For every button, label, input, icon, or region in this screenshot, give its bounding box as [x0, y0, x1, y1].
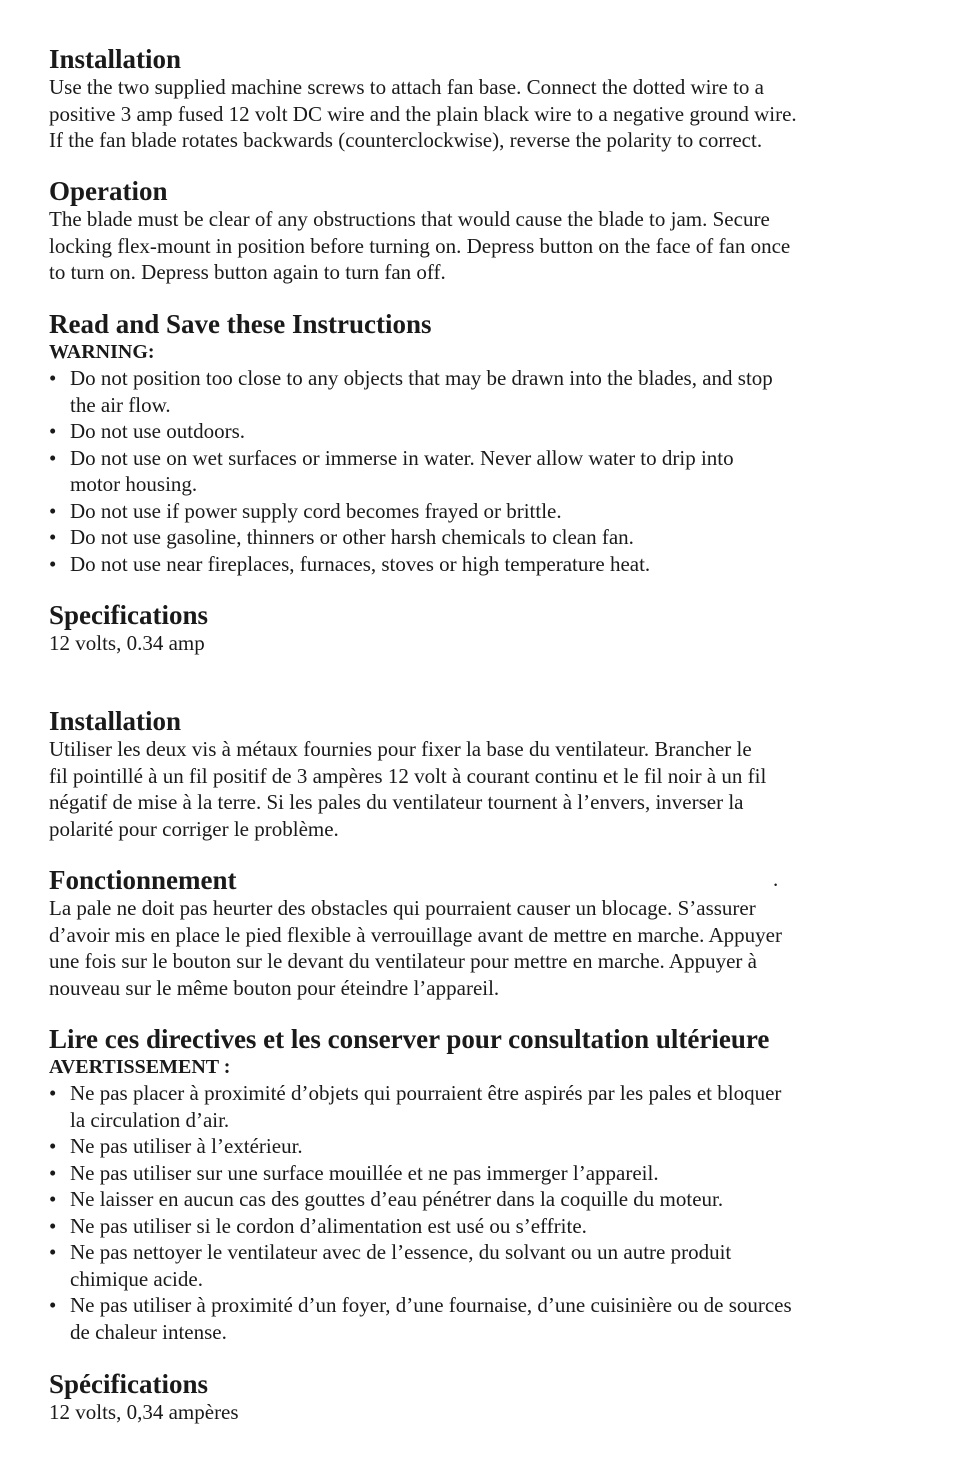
spec-value: 12 volts, 0.34 amp — [49, 631, 205, 655]
text-line: une fois sur le bouton sur le devant du ventilateur pour mettre en marche. Appuyer à — [49, 949, 757, 973]
text-line: fil pointillé à un fil positif de 3 ampères 12 volt à courant continu et le fil noir à un fil — [49, 763, 767, 788]
list-item: • Do not use outdoors. — [49, 419, 245, 443]
bullet-mark: • — [49, 419, 57, 443]
list-item: • Ne pas utiliser à l’extérieur. — [49, 1134, 303, 1158]
en-instructions-section — [49, 309, 919, 577]
section-heading: Operation — [49, 176, 168, 206]
list-item: • Ne pas utiliser si le cordon d’alimentation est usé ou s’effrite. — [49, 1213, 587, 1238]
section-heading: Installation — [49, 44, 182, 74]
spec-value: 12 volts, 0,34 ampères — [49, 1400, 239, 1424]
section-body — [49, 895, 919, 1001]
section-heading: Fonctionnement — [49, 865, 237, 895]
warning-list — [49, 365, 919, 577]
bullet-mark: • — [49, 1293, 57, 1317]
bullet-mark: • — [49, 498, 57, 523]
en-operation-section — [49, 176, 919, 286]
text-line: La pale ne doit pas heurter des obstacles qui pourraient causer un blocage. S’assurer — [49, 896, 756, 920]
list-item: • Ne pas utiliser sur une surface mouillée et ne pas immerger l’appareil. — [49, 1160, 659, 1185]
text-line: Utiliser les deux vis à métaux fournies pour fixer la base du ventilateur. Brancher le — [49, 737, 752, 761]
text-line: nouveau sur le même bouton pour éteindre l’appareil. — [49, 975, 500, 1000]
section-body — [49, 206, 919, 286]
text-line: polarité pour corriger le problème. — [49, 816, 339, 841]
section-heading: Installation — [49, 706, 182, 736]
fr-installation-section — [49, 706, 919, 842]
list-item: • Do not use on wet surfaces or immerse in water. Never allow water to drip into motor housing. — [49, 445, 734, 496]
fr-specifications-section — [49, 1369, 919, 1426]
bullet-mark: • — [49, 1081, 57, 1105]
warning-label: AVERTISSEMENT : — [49, 1056, 231, 1078]
en-specifications-section — [49, 600, 919, 657]
section-body — [49, 736, 919, 842]
section-heading: Lire ces directives et les conserver pour consultation ultérieure — [49, 1024, 770, 1054]
text-line: If the fan blade rotates backwards (counterclockwise), reverse the polarity to correct. — [49, 128, 763, 152]
warning-label: WARNING: — [49, 341, 155, 363]
section-heading: Specifications — [49, 600, 208, 630]
fr-instructions-section — [49, 1024, 919, 1345]
fr-operation-section — [49, 865, 919, 1001]
bullet-mark: • — [49, 551, 57, 576]
list-item: • Ne laisser en aucun cas des gouttes d’eau pénétrer dans la coquille du moteur. — [49, 1187, 724, 1211]
bullet-mark: • — [49, 366, 57, 390]
bullet-mark: • — [49, 1213, 57, 1238]
section-heading: Spécifications — [49, 1369, 208, 1399]
text-line: locking flex-mount in position before turning on. Depress button on the face of fan once — [49, 233, 791, 258]
bullet-mark: • — [49, 1160, 57, 1185]
list-item: • Do not use gasoline, thinners or other harsh chemicals to clean fan. — [49, 525, 634, 549]
bullet-mark: • — [49, 525, 57, 549]
list-item: • Ne pas utiliser à proximité d’un foyer, d’une fournaise, d’une cuisinière ou de sources de chaleur intense. — [49, 1293, 792, 1344]
bullet-mark: • — [49, 1187, 57, 1211]
section-body — [49, 74, 919, 154]
text-line: Use the two supplied machine screws to attach fan base. Connect the dotted wire to a — [49, 75, 764, 99]
text-line: positive 3 amp fused 12 volt DC wire and the plain black wire to a negative ground wire. — [49, 101, 797, 126]
text-line: to turn on. Depress button again to turn fan off. — [49, 260, 446, 284]
warning-list — [49, 1080, 919, 1345]
en-installation-section — [49, 44, 919, 154]
list-item: • Do not use near fireplaces, furnaces, stoves or high temperature heat. — [49, 551, 651, 576]
section-heading: Read and Save these Instructions — [49, 309, 432, 339]
list-item: • Do not use if power supply cord becomes frayed or brittle. — [49, 498, 562, 523]
stray-period-mark: . — [773, 867, 779, 891]
list-item: • Ne pas nettoyer le ventilateur avec de l’essence, du solvant ou un autre produit chimique acide. — [49, 1240, 732, 1291]
bullet-mark: • — [49, 1240, 57, 1264]
bullet-mark: • — [49, 1134, 57, 1158]
text-line: The blade must be clear of any obstructions that would cause the blade to jam. Secure — [49, 207, 770, 231]
bullet-mark: • — [49, 445, 57, 470]
list-item: • Do not position too close to any objects that may be drawn into the blades, and stop the air flow. — [49, 366, 773, 417]
text-line: négatif de mise à la terre. Si les pales du ventilateur tournent à l’envers, inverser la — [49, 790, 744, 814]
text-line: d’avoir mis en place le pied flexible à verrouillage avant de mettre en marche. Appuyer — [49, 922, 782, 947]
list-item: • Ne pas placer à proximité d’objets qui pourraient être aspirés par les pales et bloquer la circulation d’air. — [49, 1081, 782, 1132]
